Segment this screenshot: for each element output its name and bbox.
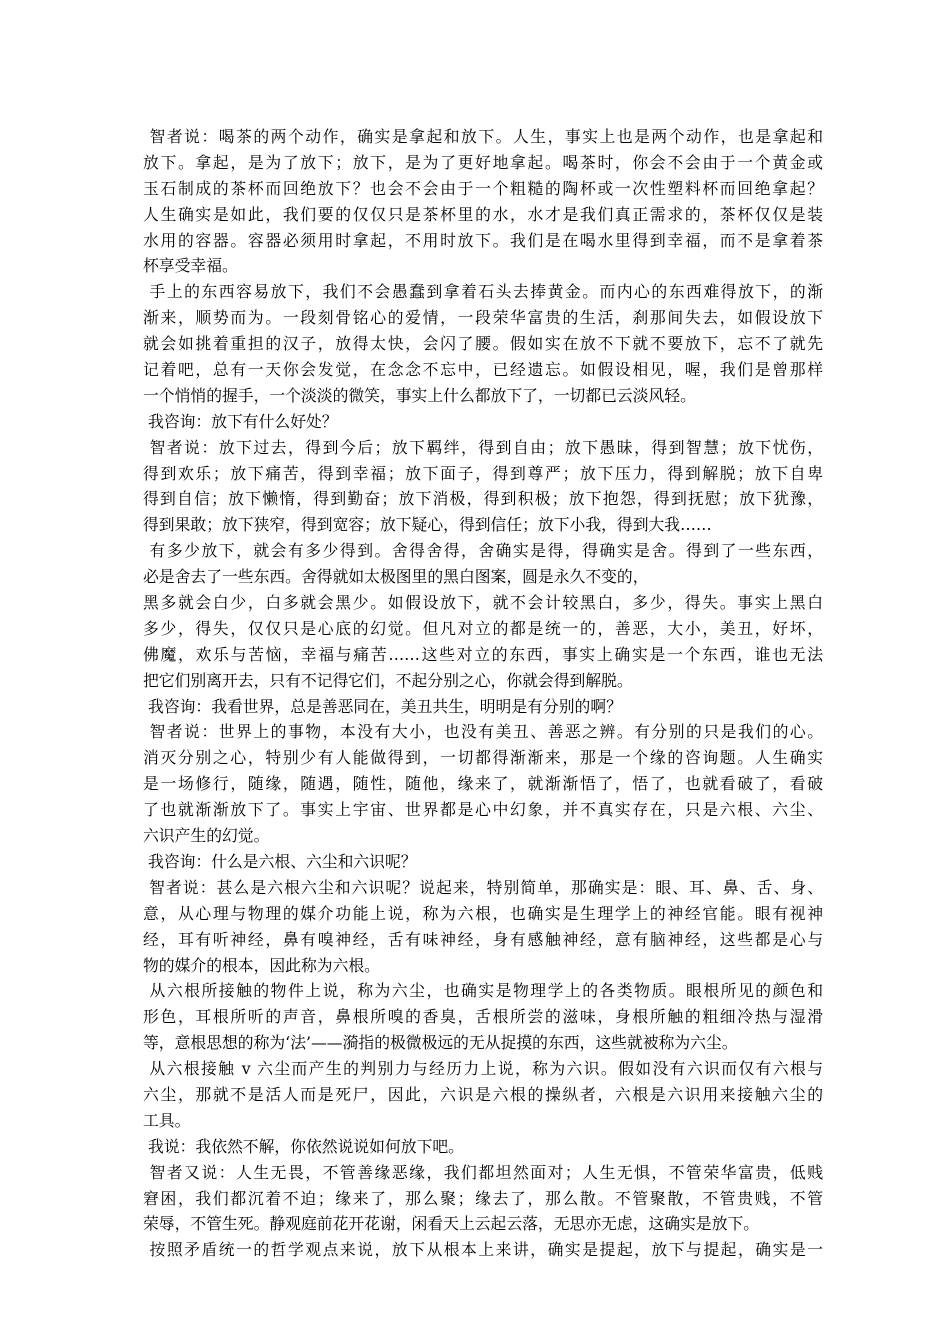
text-line: 我说：我依然不解，你依然说说如何放下吧。 bbox=[143, 1136, 464, 1156]
text-line: 记着吧，总有一天你会发觉，在念念不忘中，已经遗忘。如假设相见，喔，我们是曾那样 bbox=[143, 360, 823, 380]
text-line: 物的媒介的根本，因此称为六根。 bbox=[143, 955, 380, 975]
text-line: 从六根接触 v 六尘而产生的判别力与经历力上说，称为六识。假如没有六识而仅有六根与 bbox=[143, 1059, 823, 1079]
text-line: 意，从心理与物理的媒介功能上说，称为六根，也确实是生理学上的神经官能。眼有视神 bbox=[143, 903, 823, 923]
text-line: 工具。 bbox=[143, 1110, 191, 1130]
text-line: 六识产生的幻觉。 bbox=[143, 826, 270, 846]
text-line: 窘困，我们都沉着不迫；缘来了，那么聚；缘去了，那么散。不管聚散，不管贵贱，不管 bbox=[143, 1188, 823, 1208]
text-line: 荣辱，不管生死。静观庭前花开花谢，闲看天上云起云落，无思亦无虑，这确实是放下。 bbox=[143, 1214, 760, 1234]
text-line: 智者说：放下过去，得到今后；放下羁绊，得到自由；放下愚昧，得到智慧；放下忧伤， bbox=[143, 437, 823, 457]
text-line: 就会如挑着重担的汉子，放得太快，会闪了腰。假如实在放不下就不要放下，忘不了就先 bbox=[143, 334, 823, 354]
text-line: 黑多就会白少，白多就会黑少。如假设放下，就不会计较黑白，多少，得失。事实上黑白 bbox=[143, 593, 823, 613]
text-line: 水用的容器。容器必须用时拿起，不用时放下。我们是在喝水里得到幸福，而不是拿着茶 bbox=[143, 230, 823, 250]
text-line: 智者说：世界上的事物，本没有大小，也没有美丑、善恶之辨。有分别的只是我们的心。 bbox=[143, 722, 823, 742]
text-line: 手上的东西容易放下，我们不会愚蠢到拿着石头去捧黄金。而内心的东西难得放下，的渐 bbox=[143, 282, 823, 302]
text-line: 了也就渐渐放下了。事实上宇宙、世界都是心中幻象，并不真实存在，只是六根、六尘、 bbox=[143, 800, 823, 820]
text-line: 多少，得失，仅仅只是心底的幻觉。但凡对立的都是统一的，善恶，大小，美丑，好坏， bbox=[143, 618, 823, 638]
text-line: 智者说：甚么是六根六尘和六识呢？说起来，特别简单，那确实是：眼、耳、鼻、舌、身、 bbox=[143, 877, 823, 897]
text-line: 消灭分别之心，特别少有人能做得到，一切都得渐渐来，那是一个缘的咨询题。人生确实 bbox=[143, 748, 823, 768]
text-line: 杯享受幸福。 bbox=[143, 256, 238, 276]
text-line: 六尘，那就不是活人而是死尸，因此，六识是六根的操纵者，六根是六识用来接触六尘的 bbox=[143, 1084, 823, 1104]
text-line: 智者说：喝茶的两个动作，确实是拿起和放下。人生，事实上也是两个动作，也是拿起和 bbox=[143, 127, 823, 146]
text-line: 放下。拿起，是为了放下；放下，是为了更好地拿起。喝茶时，你会不会由于一个黄金或 bbox=[143, 152, 823, 172]
text-line: 一个悄悄的握手，一个淡淡的微笑，事实上什么都放下了，一切都已云淡风轻。 bbox=[143, 385, 696, 405]
text-line: 人生确实是如此，我们要的仅仅只是茶杯里的水，水才是我们真正需求的，茶杯仅仅是装 bbox=[143, 204, 823, 224]
text-line: 得到果敢；放下狭窄，得到宽容；放下疑心，得到信任；放下小我，得到大我…… bbox=[143, 515, 712, 535]
text-line: 把它们别离开去，只有不记得它们，不起分别之心，你就会得到解脱。 bbox=[143, 670, 633, 690]
text-line: 按照矛盾统一的哲学观点来说，放下从根本上来讲，确实是提起，放下与提起，确实是一 bbox=[143, 1240, 823, 1260]
text-line: 经，耳有听神经，鼻有嗅神经，舌有味神经，身有感触神经，意有脑神经，这些都是心与 bbox=[143, 929, 823, 949]
text-line: 得到自信；放下懒惰，得到勤奋；放下消极，得到积极；放下抱怨，得到抚慰；放下犹豫， bbox=[143, 489, 823, 509]
text-line: 我咨询：什么是六根、六尘和六识呢？ bbox=[143, 851, 417, 871]
text-line: 渐来，顺势而为。一段刻骨铭心的爱情，一段荣华富贵的生活，刹那间失去，如假设放下 bbox=[143, 308, 823, 328]
text-line: 等，意根思想的称为‘法’——漪指的极微极远的无从捉摸的东西，这些就被称为六尘。 bbox=[143, 1033, 738, 1053]
text-line: 有多少放下，就会有多少得到。舍得舍得，舍确实是得，得确实是舍。得到了一些东西， bbox=[143, 541, 823, 561]
text-line: 得到欢乐；放下痛苦，得到幸福；放下面子，得到尊严；放下压力，得到解脱；放下自卑 bbox=[143, 463, 823, 483]
text-line: 从六根所接触的物件上说，称为六尘，也确实是物理学上的各类物质。眼根所见的颜色和 bbox=[143, 981, 823, 1001]
text-line: 必是舍去了一些东西。舍得就如太极图里的黑白图案，圆是永久不变的， bbox=[143, 567, 649, 587]
text-line: 玉石制成的茶杯而回绝放下？也会不会由于一个粗糙的陶杯或一次性塑料杯而回绝拿起？ bbox=[143, 178, 823, 198]
document-body bbox=[143, 124, 823, 1263]
text-line: 我咨询：我看世界，总是善恶同在，美丑共生，明明是有分别的啊？ bbox=[143, 696, 622, 716]
text-line: 我咨询：放下有什么好处？ bbox=[143, 411, 338, 431]
text-line: 形色，耳根所听的声音，鼻根所嗅的香臭，舌根所尝的滋味，身根所触的粗细冷热与湿滑 bbox=[143, 1007, 823, 1027]
text-line: 佛魔，欢乐与苦恼，幸福与痛苦……这些对立的东西，事实上确实是一个东西，谁也无法 bbox=[143, 644, 823, 664]
text-line: 智者又说：人生无畏，不管善缘恶缘，我们都坦然面对；人生无惧，不管荣华富贵，低贱 bbox=[143, 1162, 823, 1182]
text-line: 是一场修行，随缘，随遇，随性，随他，缘来了，就渐渐悟了，悟了，也就看破了，看破 bbox=[143, 774, 823, 794]
